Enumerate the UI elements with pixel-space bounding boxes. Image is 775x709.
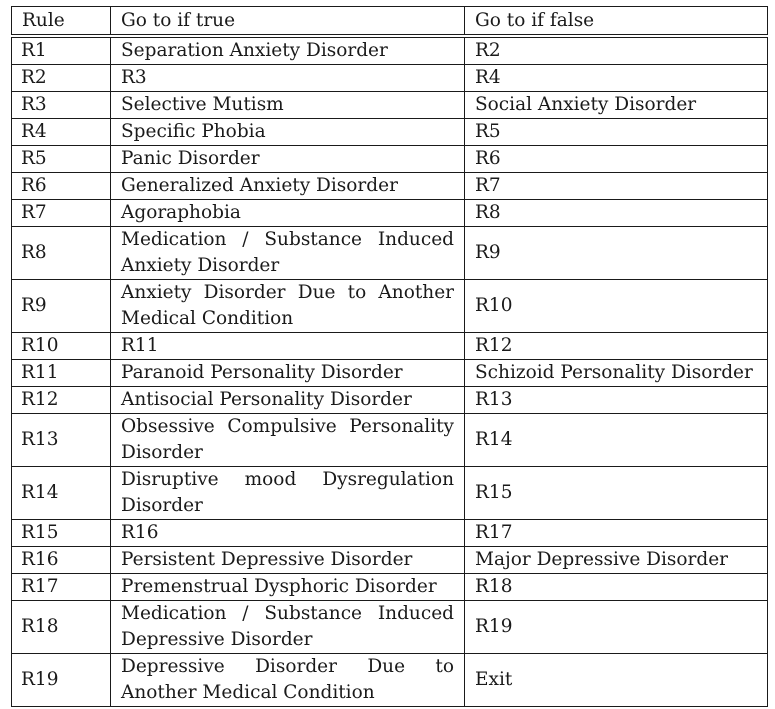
go-to-if-false-cell: R8: [465, 200, 768, 227]
go-to-if-true-cell: Persistent Depressive Disorder: [111, 547, 465, 574]
go-to-if-true-cell: Medication / Substance Induced Anxiety Disorder: [111, 227, 465, 280]
go-to-if-false-cell: R2: [465, 36, 768, 65]
table-row: [12, 280, 768, 333]
go-to-if-false-cell: R18: [465, 574, 768, 601]
go-to-if-true-cell: Medication / Substance Induced Depressive Disorder: [111, 601, 465, 654]
rule-cell: R12: [12, 387, 111, 414]
go-to-if-true-cell: Disruptive mood Dysregulation Disorder: [111, 467, 465, 520]
go-to-if-false-cell: R4: [465, 65, 768, 92]
rule-cell: R4: [12, 119, 111, 146]
table-row: [12, 547, 768, 574]
go-to-if-false-cell: R9: [465, 227, 768, 280]
table-row: [12, 200, 768, 227]
rule-cell: R18: [12, 601, 111, 654]
header-row: [12, 7, 768, 37]
go-to-if-true-cell: R16: [111, 520, 465, 547]
go-to-if-false-cell: R7: [465, 173, 768, 200]
header-go-to-if-true: Go to if true: [111, 7, 465, 37]
header-rule: Rule: [12, 7, 111, 37]
go-to-if-false-cell: R17: [465, 520, 768, 547]
rule-cell: R7: [12, 200, 111, 227]
table-row: [12, 333, 768, 360]
header-go-to-if-false: Go to if false: [465, 7, 768, 37]
table-row: [12, 387, 768, 414]
go-to-if-true-cell: Anxiety Disorder Due to Another Medical Condition: [111, 280, 465, 333]
table-row: [12, 173, 768, 200]
table-row: [12, 414, 768, 467]
rule-cell: R14: [12, 467, 111, 520]
rule-cell: R15: [12, 520, 111, 547]
table-body: [12, 36, 768, 707]
rule-cell: R13: [12, 414, 111, 467]
go-to-if-true-cell: Panic Disorder: [111, 146, 465, 173]
table-row: [12, 146, 768, 173]
go-to-if-true-cell: Specific Phobia: [111, 119, 465, 146]
rule-cell: R11: [12, 360, 111, 387]
table-row: [12, 360, 768, 387]
rule-cell: R2: [12, 65, 111, 92]
table-row: [12, 574, 768, 601]
table-row: [12, 467, 768, 520]
rules-table-container: [11, 6, 768, 707]
rule-cell: R19: [12, 654, 111, 707]
go-to-if-false-cell: R19: [465, 601, 768, 654]
go-to-if-false-cell: Major Depressive Disorder: [465, 547, 768, 574]
go-to-if-true-cell: Obsessive Compulsive Personality Disorder: [111, 414, 465, 467]
table-row: [12, 601, 768, 654]
go-to-if-true-cell: Generalized Anxiety Disorder: [111, 173, 465, 200]
rule-cell: R8: [12, 227, 111, 280]
table-row: [12, 654, 768, 707]
go-to-if-false-cell: R5: [465, 119, 768, 146]
go-to-if-false-cell: R6: [465, 146, 768, 173]
table-header: [12, 7, 768, 37]
table-row: [12, 92, 768, 119]
rule-cell: R17: [12, 574, 111, 601]
table-row: [12, 227, 768, 280]
rule-cell: R9: [12, 280, 111, 333]
go-to-if-false-cell: Schizoid Personality Disorder: [465, 360, 768, 387]
go-to-if-false-cell: R15: [465, 467, 768, 520]
go-to-if-false-cell: R12: [465, 333, 768, 360]
go-to-if-false-cell: Exit: [465, 654, 768, 707]
go-to-if-false-cell: R13: [465, 387, 768, 414]
go-to-if-true-cell: Separation Anxiety Disorder: [111, 36, 465, 65]
go-to-if-true-cell: Selective Mutism: [111, 92, 465, 119]
table-row: [12, 520, 768, 547]
go-to-if-true-cell: Antisocial Personality Disorder: [111, 387, 465, 414]
go-to-if-true-cell: Premenstrual Dysphoric Disorder: [111, 574, 465, 601]
rule-cell: R6: [12, 173, 111, 200]
go-to-if-false-cell: R14: [465, 414, 768, 467]
go-to-if-false-cell: R10: [465, 280, 768, 333]
go-to-if-true-cell: R3: [111, 65, 465, 92]
rule-cell: R5: [12, 146, 111, 173]
table-row: [12, 65, 768, 92]
rule-cell: R3: [12, 92, 111, 119]
go-to-if-true-cell: Agoraphobia: [111, 200, 465, 227]
go-to-if-false-cell: Social Anxiety Disorder: [465, 92, 768, 119]
table-row: [12, 36, 768, 65]
rule-cell: R1: [12, 36, 111, 65]
go-to-if-true-cell: R11: [111, 333, 465, 360]
rule-cell: R10: [12, 333, 111, 360]
rules-table: [11, 6, 768, 707]
go-to-if-true-cell: Depressive Disorder Due to Another Medical Condition: [111, 654, 465, 707]
rule-cell: R16: [12, 547, 111, 574]
go-to-if-true-cell: Paranoid Personality Disorder: [111, 360, 465, 387]
table-row: [12, 119, 768, 146]
